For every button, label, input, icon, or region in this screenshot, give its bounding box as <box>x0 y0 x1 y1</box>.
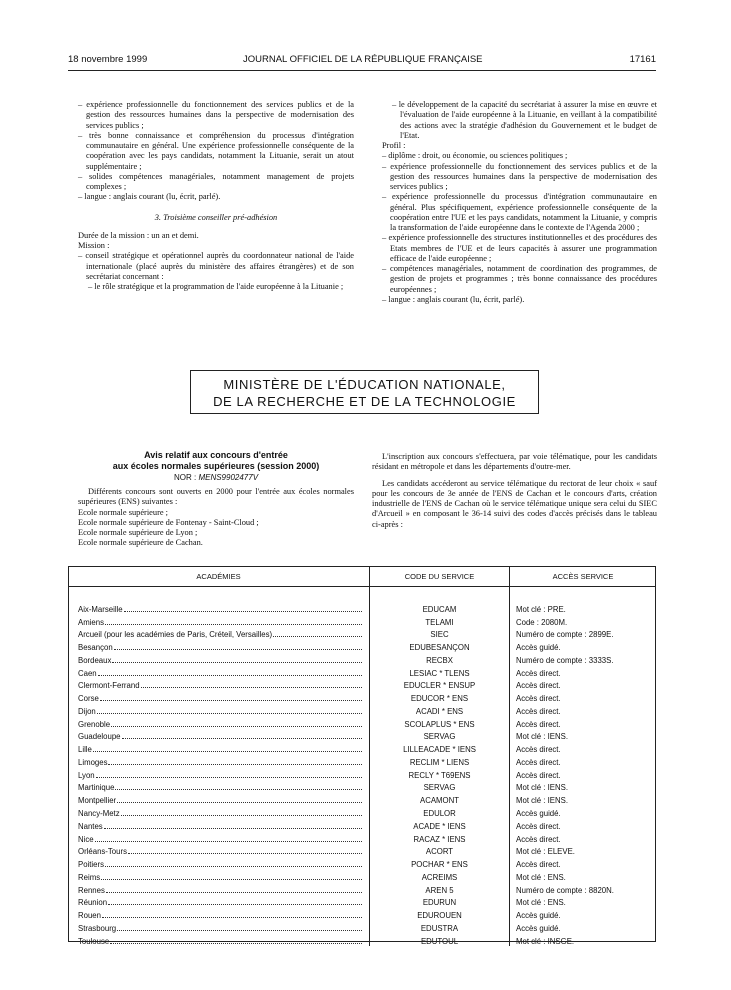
code-cell: RECBX <box>370 652 510 665</box>
acces-cell: Numéro de compte : 2899E. <box>510 627 657 640</box>
leader-dots <box>105 866 362 867</box>
table-row <box>68 818 656 831</box>
academie-cell <box>68 780 370 793</box>
list-item: – langue : anglais courant (lu, écrit, parlé). <box>382 294 525 304</box>
table-header-row <box>68 566 656 587</box>
academie-cell <box>68 818 370 831</box>
table-row <box>68 780 656 793</box>
leader-dots <box>104 828 362 829</box>
acces-cell: Accès guidé. <box>510 639 657 652</box>
table-row <box>68 665 656 678</box>
leader-dots <box>110 943 362 944</box>
list-item: – très bonne connaissance et compréhension du processus d'intégration communautaire en général. Une expérience professionnelle conséquente de la coopération avec les pays candidats, notamment la Lituanie, serait un atout supplémentaire ; <box>78 130 354 171</box>
table-row <box>68 869 656 882</box>
leader-dots <box>95 841 362 842</box>
column-header-acces: ACCÈS SERVICE <box>510 566 657 587</box>
code-cell: ACORT <box>370 844 510 857</box>
page-header <box>68 54 656 68</box>
code-cell: EDULOR <box>370 805 510 818</box>
academie-cell <box>68 652 370 665</box>
academie-cell <box>68 844 370 857</box>
academie-name: Bordeaux <box>78 655 112 665</box>
avis-column <box>78 450 354 549</box>
academie-name: Montpellier <box>78 796 117 806</box>
academie-name: Toulouse <box>78 936 110 946</box>
list-item: – langue : anglais courant (lu, écrit, parlé). <box>78 192 221 202</box>
academie-name: Lyon <box>78 770 95 780</box>
academie-cell <box>68 690 370 703</box>
table-row <box>68 601 656 614</box>
table-row <box>68 639 656 652</box>
leader-dots <box>112 662 362 663</box>
academie-name: Guadeloupe <box>78 732 121 742</box>
academie-cell <box>68 614 370 627</box>
leader-dots <box>114 649 362 650</box>
leader-dots <box>102 917 362 918</box>
academie-name: Rennes <box>78 885 105 895</box>
avis-title-line-1: Avis relatif aux concours d'entrée <box>144 450 288 460</box>
list-item: – le rôle stratégique et la programmation de l'aide européenne à la Lituanie ; <box>88 282 344 291</box>
academie-cell <box>68 831 370 844</box>
leader-dots <box>111 726 362 727</box>
academie-cell <box>68 665 370 678</box>
academies-table <box>68 566 656 946</box>
code-cell: LESIAC * TLENS <box>370 665 510 678</box>
table-row <box>68 856 656 869</box>
code-cell: SCOLAPLUS * ENS <box>370 716 510 729</box>
leader-dots <box>97 713 362 714</box>
leader-dots <box>121 815 362 816</box>
academie-name: Martinique <box>78 783 115 793</box>
academie-name: Nancy-Metz <box>78 809 120 819</box>
nor-code: MENS9902477V <box>198 473 259 482</box>
leader-dots <box>117 802 362 803</box>
table-row <box>68 741 656 754</box>
academie-cell <box>68 678 370 691</box>
avis-intro: Différents concours sont ouverts en 2000 pour l'entrée aux écoles normales supérieures (ENS) suivantes : <box>78 487 354 507</box>
table-row <box>68 920 656 933</box>
leader-dots <box>122 738 363 739</box>
table-row <box>68 729 656 742</box>
table-row <box>68 831 656 844</box>
academie-name: Rouen <box>78 911 101 921</box>
academie-cell <box>68 907 370 920</box>
academie-cell <box>68 741 370 754</box>
ministry-heading-box <box>190 370 539 414</box>
academie-name: Aix-Marseille <box>78 604 123 614</box>
acces-cell: Mot clé : INSGE. <box>510 933 657 946</box>
code-cell: EDUCAM <box>370 601 510 614</box>
code-cell: SIEC <box>370 627 510 640</box>
leader-dots <box>105 624 362 625</box>
leader-dots <box>141 687 362 688</box>
ministry-line-2: DE LA RECHERCHE ET DE LA TECHNOLOGIE <box>213 393 516 409</box>
leader-dots <box>115 789 362 790</box>
profil-label: Profil : <box>382 141 406 150</box>
academie-name: Réunion <box>78 898 108 908</box>
academie-name: Limoges <box>78 757 108 767</box>
section-title: 3. Troisième conseiller pré-adhésion <box>154 212 278 222</box>
code-cell: EDUCOR * ENS <box>370 690 510 703</box>
leader-dots <box>93 751 362 752</box>
acces-paragraph: Les candidats accéderont au service télématique du rectorat de leur choix « sauf pour les concours de 3e année de l'ENS de Cachan et le concours d'arts, création industrielle de l'ENS de Cachan où le service télématique unique sera celui du SIEC d'Arcueil » en composant le 36-14 suivi des codes d'accès précisés dans le tableau ci-après : <box>372 478 657 529</box>
code-cell: RACAZ * IENS <box>370 831 510 844</box>
inscription-column <box>372 452 657 530</box>
academie-cell <box>68 754 370 767</box>
table-row <box>68 767 656 780</box>
table-row <box>68 895 656 908</box>
academie-name: Lille <box>78 745 92 755</box>
header-journal-title: JOURNAL OFFICIEL DE LA RÉPUBLIQUE FRANÇAISE <box>243 54 483 65</box>
acces-cell: Mot clé : IENS. <box>510 729 657 742</box>
acces-cell: Accès direct. <box>510 690 657 703</box>
acces-cell: Mot clé : ENS. <box>510 869 657 882</box>
acces-cell: Accès direct. <box>510 754 657 767</box>
table-row <box>68 933 656 946</box>
table-row <box>68 805 656 818</box>
leader-dots <box>108 764 362 765</box>
academie-name: Amiens <box>78 617 104 627</box>
acces-cell: Accès direct. <box>510 716 657 729</box>
table-row <box>68 690 656 703</box>
academie-name: Caen <box>78 668 97 678</box>
code-cell: RECLIM * LIENS <box>370 754 510 767</box>
leader-dots <box>101 879 362 880</box>
leader-dots <box>106 892 362 893</box>
academie-cell <box>68 767 370 780</box>
header-date: 18 novembre 1999 <box>68 54 148 65</box>
table-row <box>68 882 656 895</box>
academie-name: Dijon <box>78 706 96 716</box>
acces-cell: Mot clé : ENS. <box>510 895 657 908</box>
header-rule <box>68 70 656 71</box>
code-cell: ACADI * ENS <box>370 703 510 716</box>
academie-name: Arcueil (pour les académies de Paris, Créteil, Versailles) <box>78 630 273 640</box>
academie-cell <box>68 805 370 818</box>
mission-duration: Durée de la mission : un an et demi. <box>78 230 199 240</box>
inscription-paragraph: L'inscription aux concours s'effectuera, par voie télématique, pour les candidats résidant en métropole et dans les départements d'outre-mer. <box>372 452 657 472</box>
list-item: – compétences managériales, notamment de coordination des programmes, de gestion de projets et programmes ; très bonne connaissance des procédures européennes ; <box>382 264 657 294</box>
academie-cell <box>68 792 370 805</box>
leader-dots <box>96 777 362 778</box>
code-cell: EDUBESANÇON <box>370 639 510 652</box>
academie-name: Nantes <box>78 821 103 831</box>
acces-cell: Accès direct. <box>510 856 657 869</box>
code-cell: EDUCLER * ENSUP <box>370 678 510 691</box>
code-cell: SERVAG <box>370 729 510 742</box>
table-row <box>68 627 656 640</box>
academie-name: Nice <box>78 834 94 844</box>
right-column-top <box>382 100 657 305</box>
code-cell: LILLEACADE * IENS <box>370 741 510 754</box>
acces-cell: Accès guidé. <box>510 920 657 933</box>
acces-cell: Accès direct. <box>510 767 657 780</box>
ecole-item: Ecole normale supérieure de Lyon ; <box>78 528 198 537</box>
list-item: – expérience professionnelle du fonctionnement des services publics et de la gestion des ressources humaines dans la perspective de modernisation des services publics ; <box>382 161 657 191</box>
academie-cell <box>68 627 370 640</box>
code-cell: AREN 5 <box>370 882 510 895</box>
nor-label: NOR : <box>173 473 197 482</box>
list-item: – diplôme : droit, ou économie, ou sciences politiques ; <box>382 151 568 161</box>
code-cell: RECLY * T69ENS <box>370 767 510 780</box>
acces-cell: Accès direct. <box>510 703 657 716</box>
academie-cell <box>68 856 370 869</box>
header-page-number: 17161 <box>629 54 656 65</box>
code-cell: ACREIMS <box>370 869 510 882</box>
academie-name: Grenoble <box>78 719 111 729</box>
table-row <box>68 678 656 691</box>
acces-cell: Mot clé : ELEVE. <box>510 844 657 857</box>
acces-cell: Accès direct. <box>510 831 657 844</box>
academie-cell <box>68 601 370 614</box>
leader-dots <box>124 611 362 612</box>
acces-cell: Mot clé : PRE. <box>510 601 657 614</box>
academie-name: Clermont-Ferrand <box>78 681 140 691</box>
table-row <box>68 792 656 805</box>
mission-label: Mission : <box>78 241 110 250</box>
acces-cell: Numéro de compte : 8820N. <box>510 882 657 895</box>
list-item: – expérience professionnelle des structures institutionnelles et des procédures des Etats membres de l'UE et de leurs capacités à assurer une programmation efficace de l'aide européenne ; <box>382 233 657 263</box>
academie-cell <box>68 703 370 716</box>
academie-cell <box>68 933 370 946</box>
acces-cell: Mot clé : IENS. <box>510 780 657 793</box>
academie-name: Reims <box>78 872 101 882</box>
list-item: – le développement de la capacité du secrétariat à assurer la mise en œuvre et l'évaluation de l'aide européenne à la Lituanie, en veillant à la compatibilité des actions avec la stratégie d'adhésion du Gouvernement et le budget de l'Etat. <box>392 100 657 140</box>
academie-cell <box>68 639 370 652</box>
column-header-academies: ACADÉMIES <box>68 566 370 587</box>
code-cell: TELAMI <box>370 614 510 627</box>
list-item: – expérience professionnelle du processus d'intégration communautaire en général. Plus spécifiquement, expérience professionnelle conséquente de la coopération entre l'UE et les pays candidats, notamment la Lituanie, y compris la transformation de l'aide européenne dans le contexte de l'Agenda 2000 ; <box>382 192 657 232</box>
table-row <box>68 754 656 767</box>
acces-cell: Mot clé : IENS. <box>510 792 657 805</box>
ministry-line-1: MINISTÈRE DE L'ÉDUCATION NATIONALE, <box>223 377 506 392</box>
academie-cell <box>68 895 370 908</box>
column-header-code: CODE DU SERVICE <box>370 566 510 587</box>
ecole-item: Ecole normale supérieure ; <box>78 507 168 517</box>
leader-dots <box>128 853 362 854</box>
leader-dots <box>100 700 362 701</box>
academie-name: Orléans-Tours <box>78 847 127 857</box>
academie-name: Strasbourg <box>78 923 117 933</box>
acces-cell: Accès guidé. <box>510 805 657 818</box>
leader-dots <box>273 636 362 637</box>
leader-dots <box>108 904 362 905</box>
acces-cell: Numéro de compte : 3333S. <box>510 652 657 665</box>
code-cell: EDUTOUL <box>370 933 510 946</box>
ecole-item: Ecole normale supérieure de Cachan. <box>78 538 203 548</box>
table-row <box>68 844 656 857</box>
table-row <box>68 652 656 665</box>
leader-dots <box>117 930 362 931</box>
code-cell: EDURUN <box>370 895 510 908</box>
academie-cell <box>68 882 370 895</box>
code-cell: POCHAR * ENS <box>370 856 510 869</box>
academie-cell <box>68 869 370 882</box>
list-item: – solides compétences managériales, notamment management de projets complexes ; <box>78 171 354 191</box>
academie-cell <box>68 729 370 742</box>
code-cell: EDUSTRA <box>370 920 510 933</box>
academie-name: Poitiers <box>78 860 104 870</box>
acces-cell: Accès direct. <box>510 665 657 678</box>
table-row <box>68 716 656 729</box>
table-row <box>68 703 656 716</box>
avis-title-line-2: aux écoles normales supérieures (session 2000) <box>112 461 320 471</box>
code-cell: ACAMONT <box>370 792 510 805</box>
table-row <box>68 614 656 627</box>
acces-cell: Code : 2080M. <box>510 614 657 627</box>
acces-cell: Accès direct. <box>510 818 657 831</box>
list-item: – conseil stratégique et opérationnel auprès du coordonnateur national de l'aide internationale (placé auprès du ministère des affaires étrangères) et de son secrétariat concernant : <box>78 251 354 281</box>
acces-cell: Accès guidé. <box>510 907 657 920</box>
acces-cell: Accès direct. <box>510 678 657 691</box>
academie-cell <box>68 716 370 729</box>
academie-name: Besançon <box>78 643 113 653</box>
left-column-top <box>78 100 354 292</box>
nor-reference <box>78 472 354 483</box>
academies-table-body <box>68 587 656 946</box>
academie-name: Corse <box>78 694 99 704</box>
table-row <box>68 907 656 920</box>
code-cell: ACADE * IENS <box>370 818 510 831</box>
code-cell: SERVAG <box>370 780 510 793</box>
ecole-item: Ecole normale supérieure de Fontenay - Saint-Cloud ; <box>78 517 259 527</box>
academie-cell <box>68 920 370 933</box>
leader-dots <box>98 675 362 676</box>
acces-cell: Accès direct. <box>510 741 657 754</box>
list-item: – expérience professionnelle du fonctionnement des services publics et de la gestion des ressources humaines dans la perspective de modernisation des services publics ; <box>78 100 354 130</box>
code-cell: EDUROUEN <box>370 907 510 920</box>
